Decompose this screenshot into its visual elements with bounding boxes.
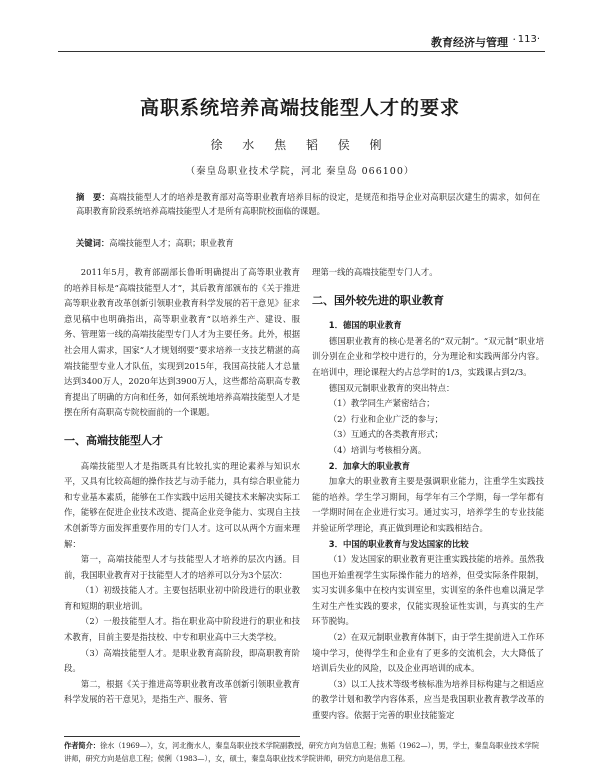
- paper-title: 高职系统培养高端技能型人才的要求: [139, 97, 460, 119]
- footnote-label: 作者简介：: [64, 741, 100, 750]
- paragraph: 加拿大的职业教育主要是强调职业能力，注重学生实践技能的培养。学生学习期间，每学年有三个学期，每一学年都有一学期时间在企业进行实习。通过实习，培养学生的专业技能并验证所学理论，真正做到理论和实践相结合。: [312, 476, 544, 533]
- running-header: [0, 30, 600, 52]
- abstract: [76, 190, 540, 218]
- keywords-label: 关键词：: [76, 238, 110, 248]
- footnote-text: 徐水（1969—），女，河北衡水人，秦皇岛职业技术学院副教授，研究方向为信息工程；焦韬（1962—），男，学士，秦皇岛职业技术学院讲师，研究方向是信息工程；侯俐（1983—），女，硕士，秦皇岛职业技术学院讲师，研究方向是信息工程。: [64, 741, 540, 763]
- footnote-rule: [64, 736, 300, 737]
- journal-section: 教育经济与管理: [431, 36, 508, 49]
- paragraph: 2011年5月，教育部副部长鲁昕明确提出了高等职业教育的培养目标是“高端技能型人才”，其后教育部颁布的《关于推进高等职业教育改革创新引领职业教育科学发展的若干意见》征求意见稿中也明确指出，高等职业教育“以培养生产、建设、服务、管理第一线的高端技能型专门人才为主要任务。此外，根据社会用人需求，国家“人才规划纲要”要求培养一支技艺精湛的高端技能型专业人才队伍，实现到2015年，我国高技能人才总量达到3400万人，2020年达到3900万人，这些都给高职高专教育提出了明确的方向和任务，如何系统地培养高端技能型人才是摆在所有高职高专院校面前的一个课题。: [64, 267, 300, 418]
- section-heading: 一、高端技能型人才: [64, 433, 163, 447]
- abstract-text: 高端技能型人才的培养是教育部对高等职业教育培养目标的设定，是规范和指导企业对高职层次建生的需求，如何在高职教育阶段系统培养高端技能型人才是所有高职院校面临的课题。: [76, 192, 540, 216]
- paragraph: （2）在双元制职业教育体制下，由于学生提前进入工作环境中学习，使得学生和企业有了更多的交流机会，大大降低了培训后失业的风险，以及企业再培训的成本。: [312, 632, 544, 674]
- paragraph: 德国职业教育的核心是著名的“双元制”。“双元制”职业培训分别在企业和学校中进行的，分为理论和实践两部分内容。在培训中，理论课程大约占总学时的1/3，实践课占到2/3。: [312, 335, 544, 377]
- paragraph: 德国双元制职业教育的突出特点：: [328, 382, 455, 393]
- paragraph: （3）互通式的各类教育形式；: [328, 429, 443, 440]
- abstract-label: 摘 要：: [76, 192, 110, 202]
- page-number: 113·: [517, 34, 540, 45]
- paragraph: （2）行业和企业广泛的参与；: [328, 413, 443, 424]
- subsection-heading: 2．加拿大的职业教育: [328, 460, 410, 471]
- paragraph: （1）教学同生产紧密结合；: [328, 398, 435, 409]
- paragraph: （4）培训与考核相分离。: [328, 444, 427, 455]
- header-separator: ·: [512, 33, 516, 46]
- paragraph: 第一，高端技能型人才与技能型人才培养的层次内涵。目前，我国职业教育对于技能型人才的培养可以分为3个层次：: [64, 554, 300, 580]
- paragraph: （2）一般技能型人才。指在职业高中阶段进行的职业和技术教育，目前主要是指技校、中专和职业高中三大类学校。: [64, 616, 300, 643]
- subsection-heading: 3．中国的职业教育与发达国家的比较: [328, 538, 469, 549]
- authors: 徐 水 焦 韬 侯 俐: [210, 138, 390, 152]
- paragraph: （1）初级技能人才。主要包括职业初中阶段进行的职业教育和短期的职业培训。: [64, 585, 300, 611]
- paragraph: 高端技能型人才是指既具有比较扎实的理论素养与知识水平，又具有比较高超的操作技艺与动手能力，具有综合职业能力和专业基本素质，能够在工作实践中运用关键技术来解决实际工作，能够在促进企业技术改造、提高企业竞争能力、实现自主技术创新等方面发挥重要作用的专门人才。这可以从两个方面来理解：: [64, 460, 300, 549]
- paragraph: （3）以工人技术等级考核标准为培养目标构建与之相适应的教学计划和教学内容体系，应当是我国职业教育教学改革的重要内容。依据于完善的职业技能鉴定: [312, 678, 544, 721]
- keywords: [76, 237, 540, 250]
- left-column: [64, 265, 300, 708]
- header-rule: [58, 51, 545, 52]
- subsection-heading: 1．德国的职业教育: [328, 320, 402, 331]
- author-footnote: [64, 739, 545, 765]
- right-column: [312, 265, 544, 724]
- paragraph: （1）发达国家的职业教育更注重实践技能的培养。虽然我国也开始重视学生实际操作能力的培养，但受实际条件限制，实习实训多集中在校内实训室里，实训室的条件也难以满足学生对生产性实践的要求，仅能实现验证性实训，与真实的生产环节脱钩。: [312, 554, 544, 627]
- paragraph: 第二，根据《关于推进高等职业教育改革创新引领职业教育科学发展的若干意见》，是指生产、服务、管: [64, 678, 300, 705]
- section-heading: 二、国外较先进的职业教育: [312, 293, 444, 307]
- paragraph: 理第一线的高端技能型专门人才。: [312, 267, 438, 277]
- paragraph: （3）高端技能型人才。是职业教育高阶段，即高职教育阶段。: [64, 647, 300, 674]
- keywords-text: 高端技能型人才；高职；职业教育: [109, 238, 234, 248]
- affiliation: （秦皇岛职业技术学院，河北 秦皇岛 066100）: [185, 166, 415, 177]
